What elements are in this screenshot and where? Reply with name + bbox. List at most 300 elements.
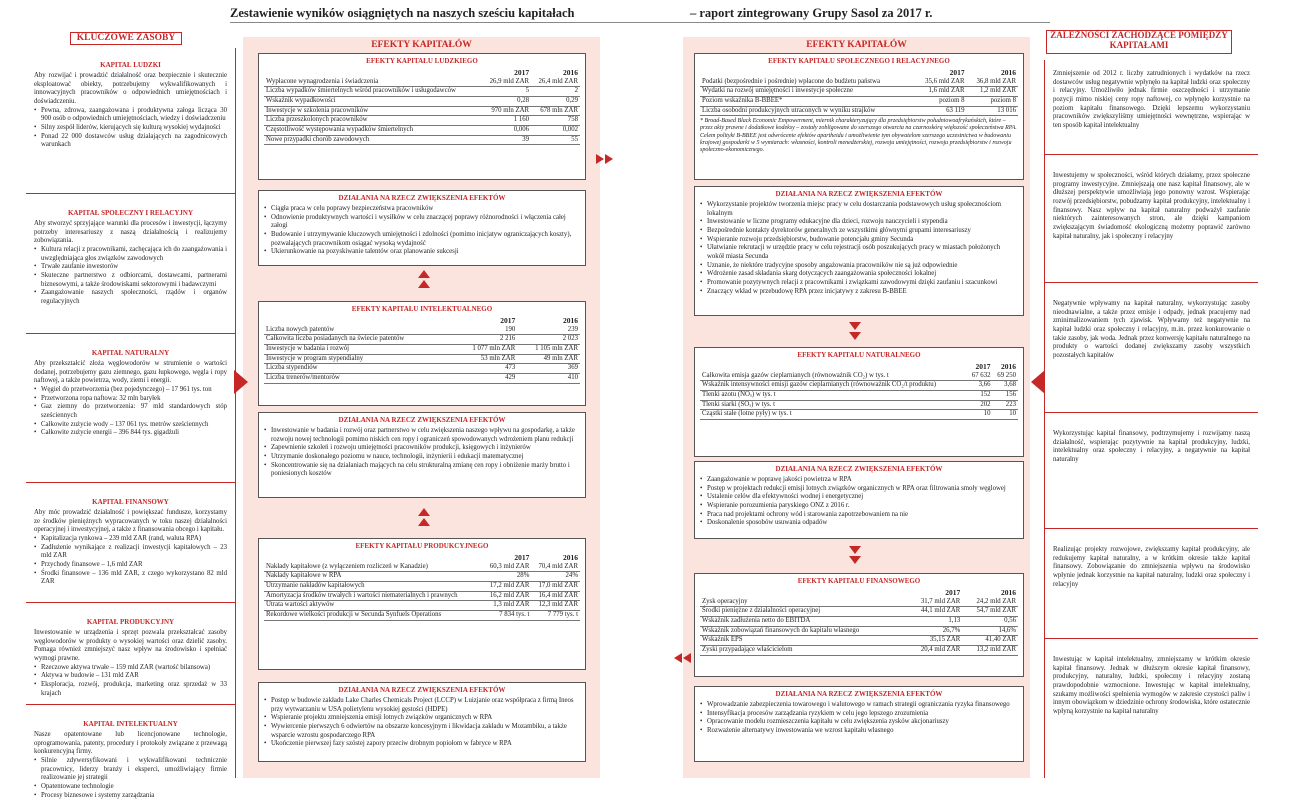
effects-row	[264, 78, 580, 87]
effects-value-2017: 39	[482, 135, 531, 145]
resource-bullet-list	[34, 386, 227, 438]
interdependency-text: Negatywnie wpływamy na kapitał naturalny, wykorzystując zasoby nieodnawialne, a także przez emisje i odpady, jednak pracujemy nad zminimalizowaniem tych zjawisk. Wpływamy też negatywnie na kapitał ludzki oraz społeczny i relacyjny, m.in. przez konkurowanie o takie zasoby, jak woda. Jednak przez konwersję kapitału naturalnego na produkty o wartości dodanej zwiększamy zasoby wszystkich pozostałych kapitałów	[1053, 300, 1250, 360]
effects-row	[264, 116, 580, 126]
actions-title: DZIAŁANIA NA RZECZ ZWIĘKSZENIA EFEKTÓW	[775, 690, 943, 698]
resource-bullet: • Zaangażowanie naszych społeczności, rządów i organów regulacyjnych	[34, 289, 227, 306]
effects-value-2016: 7 779 tys. t	[531, 610, 580, 620]
arrow-down-icon	[849, 332, 861, 340]
action-item: • Utrzymanie doskonałego poziomu w nauce, technologii, inżynierii i edukacji matematycznej	[264, 453, 580, 462]
interdependency-text: Wykorzystując kapitał finansowy, podtrzymujemy i rozwijamy naszą działalność, wspierając pozytywnie na kapitał produkcyjny, ludzki, intelektualny oraz społeczny i relacyjny, a negatywnie na kapitał naturalny	[1053, 430, 1250, 464]
resource-bullet: • Środki finansowe – 136 mld ZAR, z czego wykorzystano 82 mld ZAR	[34, 570, 227, 587]
effects-value-2016: 2	[531, 87, 580, 97]
effects-value-2016: 369	[517, 364, 580, 374]
effects-footnote: * Broad-Based Black Economic Empowerment, miernik charakteryzujący dla przedsiębiorstw południowoafrykańskich, które – przez akty prawne i dodatkowe kodeksy – zostały zobligowane do szerszego otwarcia na czarnoskórą większość społeczeństwa RPA. Celem polityki B-BBEE jest odwrócenie efektów apartheidu i umożliwienie tym obywatelom szerszego uczestnictwa w budowaniu krajowej gospodarki w 5 wymiarach: własności, kontroli menedżerskiej, rozwoju umiejętności, rozwoju przedsiębiorstw i rozwoju społeczno-ekonomicznego.	[700, 118, 1017, 154]
effects-row-label: Utrata wartości aktywów	[264, 601, 483, 611]
effects-value-2016: 24%	[531, 572, 580, 582]
effects-value-2017: 31,7 mld ZAR	[907, 598, 963, 607]
effects-value-2016: 156	[993, 390, 1018, 400]
resource-bullet-list	[34, 246, 227, 307]
effects-value-2016: 36,8 mld ZAR	[967, 78, 1018, 87]
effects-row	[700, 106, 1018, 116]
resource-bullet: • Silny zespół liderów, kierujących się kulturą wysokiej wydajności	[34, 124, 227, 133]
resource-section-title: KAPITAŁ INTELEKTUALNY	[83, 720, 178, 728]
resource-section-title: KAPITAŁ FINANSOWY	[92, 498, 169, 506]
effects-value-2016: 13 016	[967, 106, 1018, 116]
effects-value-2017: 20,4 mld ZAR	[907, 645, 963, 655]
effects-value-2017: poziom 8	[915, 96, 966, 106]
interdependencies-column	[1044, 60, 1258, 778]
effects-value-2017: 17,2 mld ZAR	[483, 581, 532, 591]
natural-capital-effects-box	[694, 347, 1024, 457]
action-item: • Budowanie i utrzymywanie kluczowych umiejętności i zdolności (pomimo inicjatyw ograniczających koszty), pozwalających pracownikom osiągać wysoką wydajność	[264, 231, 580, 248]
effects-value-2017: 970 mln ZAR	[482, 106, 531, 116]
effects-value-2017: 63 119	[915, 106, 966, 116]
resource-section-text: Nasze opatentowane lub licencjonowane technologie, oprogramowania, patenty, procedury i protokoły związane z przewagą konkurencyjną firmy.	[34, 730, 227, 756]
effects-row	[264, 96, 580, 106]
resource-bullet: • Aktywa w budowie – 131 mld ZAR	[34, 672, 227, 681]
header-title-right: – raport zintegrowany Grupy Sasol za 2017 r.	[690, 6, 933, 20]
effects-value-2016: 410	[517, 373, 580, 383]
effects-row-label: Wydatki na rozwój umiejętności i inwestycje społeczne	[700, 87, 915, 97]
actions-list	[700, 201, 1018, 297]
effects-value-2016: 70,4 mld ZAR	[531, 563, 580, 572]
arrow-down-icon	[849, 546, 861, 554]
effects-row-label: Poziom wskaźnika B-BBEE*	[700, 96, 915, 106]
effects-value-2017: 35,15 ZAR	[907, 636, 963, 646]
resource-bullet: • Opatentowane technologie	[34, 783, 227, 792]
natural-capital-actions-box	[694, 461, 1024, 539]
productive-capital-actions-box	[258, 682, 586, 762]
effects-row	[264, 364, 580, 374]
actions-title: DZIAŁANIA NA RZECZ ZWIĘKSZENIA EFEKTÓW	[338, 686, 506, 694]
effects-row-label: Inwestycje w szkolenia pracowników	[264, 106, 482, 116]
effects-value-2017: 0,006	[482, 125, 531, 135]
header-rule	[230, 22, 1050, 23]
left-panel-title: EFEKTY KAPITAŁÓW	[371, 40, 472, 50]
effects-row-label: Wskaźnik wypadkowości	[264, 96, 482, 106]
resource-bullet-list	[34, 757, 227, 800]
effects-row	[264, 610, 580, 620]
effects-header-blank	[700, 588, 907, 598]
effects-value-2017: 1,6 mld ZAR	[915, 87, 966, 97]
effects-row-label: Nakłady kapitałowe (z wyłączeniem rozliczeń w Kanadzie)	[264, 563, 483, 572]
intellectual-capital-actions-box	[258, 412, 586, 498]
effects-header-year: 2016	[563, 315, 578, 325]
effects-row	[264, 373, 580, 383]
arrow-down-icon	[849, 322, 861, 330]
effects-header-blank	[700, 362, 967, 372]
resource-bullet: • Ponad 22 000 dostawców usług działających na zagodnicowych warunkach	[34, 133, 227, 150]
resource-bullet: • Procesy biznesowe i systemy zarządzania	[34, 792, 227, 801]
effects-value-2017: 0,28	[482, 96, 531, 106]
effects-header-year: 2017	[945, 587, 961, 597]
effects-row-label: Liczba przeszkolonych pracowników	[264, 116, 482, 126]
action-item: • Zaangażowanie w poprawę jakości powietrza w RPA	[700, 476, 1018, 485]
social-capital-effects-box	[694, 53, 1024, 180]
actions-list	[264, 697, 580, 749]
action-item: • Wywiercenie pierwszych 6 odwiertów na obszarze koncesyjnym i likwidacja zakładu w Mozambiku, a także wsparcie wzrostu gospodarczego RPA	[264, 723, 580, 740]
action-item: • Postęp w budowie zakładu Lake Charles Chemicals Project (LCCP) w Luizjanie oraz współpraca z firmą Ineos przy wytwarzaniu w USA polietylenu wysokiej gęstości (HDPE)	[264, 697, 580, 714]
effects-row-label: Zysk operacyjny	[700, 598, 907, 607]
actions-title: DZIAŁANIA NA RZECZ ZWIĘKSZENIA EFEKTÓW	[338, 416, 506, 424]
effects-row-label: Całkowita emisja gazów cieplarnianych (równoważnik CO₂) w tys. t	[700, 372, 967, 381]
resource-bullet: • Przetworzona ropa naftowa: 32 mln baryłek	[34, 395, 227, 404]
section-divider	[26, 482, 235, 483]
arrow-left-icon	[683, 653, 691, 663]
effects-row	[700, 636, 1018, 646]
effects-value-2016: 69 250	[993, 372, 1018, 381]
action-item: • Uznanie, że niektóre tradycyjne sposoby angażowania pracowników nie są już odpowiednie	[700, 262, 1018, 271]
effects-header-year: 2017	[975, 361, 991, 371]
resource-bullet: • Skuteczne partnerstwo z odbiorcami, dostawcami, partnerami biznesowymi, a także środowiskami sektorowymi i badawczymi	[34, 272, 227, 289]
effects-row	[264, 135, 580, 145]
action-item: • Ukierunkowanie na pozyskiwanie talentów oraz planowanie sukcesji	[264, 248, 580, 257]
resource-section-title: KAPITAŁ SPOŁECZNY I RELACYJNY	[67, 209, 194, 217]
effects-value-2017: 10	[967, 410, 992, 420]
resource-section-title: KAPITAŁ NATURALNY	[91, 349, 170, 357]
effects-value-2017: 473	[455, 364, 518, 374]
effects-value-2017: 1,13	[907, 616, 963, 626]
action-item: • Promowanie pozytywnych relacji z pracownikami i związkami zawodowymi dzięki zaufaniu i szacunkowi	[700, 279, 1018, 288]
effects-row-label: Liczba wypadków śmiertelnych wśród pracowników i usługodawców	[264, 87, 482, 97]
action-item: • Wykorzystanie projektów tworzenia miejsc pracy w celu dostarczania podstawowych usług społecznościom lokalnym	[700, 201, 1018, 218]
effects-row	[700, 607, 1018, 617]
key-resources-column	[26, 48, 236, 799]
action-item: • Ukończenie pierwszej fazy szóstej zapory przeciw drobnym popiołom w fabryce w RPA	[264, 740, 580, 749]
arrow-right-icon	[605, 154, 613, 164]
effects-row	[700, 400, 1018, 410]
effects-header-year: 2016	[1001, 361, 1016, 371]
action-item: • Inwestowanie w badania i rozwój oraz partnerstwo w celu zwiększenia naszego wpływu na gospodarkę, a także rozwoju nowej technologii pomimo niskich cen ropy i ograniczeń spowodowanych wdrożeniem planu redukcji	[264, 427, 580, 444]
right-section-label: ZALEŻNOŚCI ZACHODZĄCE POMIĘDZY KAPITAŁAMI	[1046, 30, 1232, 54]
effects-value-2016: 678 mln ZAR	[531, 106, 580, 116]
effects-value-2017: 2 216	[455, 335, 518, 345]
section-divider	[26, 333, 235, 334]
human-capital-actions-box	[258, 190, 586, 266]
actions-list	[700, 701, 1018, 736]
effects-value-2016: 17,0 mld ZAR	[531, 581, 580, 591]
effects-row-label: Całkowita liczba posiadanych na świecie patentów	[264, 335, 455, 345]
effects-value-2016: 54,7 mld ZAR	[962, 607, 1018, 617]
effects-row-label: Tlenki azotu (NOₓ) w tys. t	[700, 390, 967, 400]
effects-value-2017: 60,3 mld ZAR	[483, 563, 532, 572]
effects-row-label: Utrzymanie nakładów kapitałowych	[264, 581, 483, 591]
effects-row	[700, 381, 1018, 391]
effects-row-label: Liczba osobodni produkcyjnych utraconych w wyniku strajków	[700, 106, 915, 116]
arrow-up-icon	[418, 518, 430, 526]
action-item: • Postęp w projektach redukcji emisji lotnych związków organicznych w RPA oraz filtrowania smoły węglowej	[700, 485, 1018, 494]
effects-table	[700, 362, 1018, 420]
interdependency-divider	[1045, 154, 1258, 155]
effects-row-label: Liczba stypendiów	[264, 364, 455, 374]
effects-header-year: 2016	[563, 552, 578, 562]
effects-value-2016: 223	[993, 400, 1018, 410]
resource-section-text: Inwestowanie w urządzenia i sprzęt pozwala przekształcać zasoby węglowodorów w produkty o wysokiej wartości oraz dzielić zasoby. Pomaga również zmniejszyć nasz wpływ na środowisko i spełniać wymogi prawne.	[34, 628, 227, 663]
effects-title: EFEKTY KAPITAŁU FINANSOWEGO	[797, 577, 921, 585]
left-section-label: KLUCZOWE ZASOBY	[70, 32, 182, 45]
effects-row-label: Tlenki siarki (SOₓ) w tys. t	[700, 400, 967, 410]
effects-value-2017: 26,9 mld ZAR	[482, 78, 531, 87]
effects-value-2017: 429	[455, 373, 518, 383]
effects-value-2016: 12,3 mld ZAR	[531, 601, 580, 611]
effects-header-blank	[264, 553, 483, 563]
resource-section-text: Aby przekształcić złoża węglowodorów w strumienie o wartości dodanej, potrzebujemy gazu ziemnego, gazu łupkowego, węgla i ropy naftowej, a także powietrza, wody, ziemi i energii.	[34, 359, 227, 385]
interdependency-text: Inwestując w kapitał intelektualny, zmniejszamy w krótkim okresie kapitał finansowy. Jednak w dłuższym okresie kapitał finansowy, produkcyjny, naturalny, ludzki, społeczny i relacyjny zostaną prawdopodobnie wzmocnione. Inwestując w kapitał intelektualny, szukamy możliwości spełnienia wymogów w zakresie czystości paliw i innym obowiązkom w dziedzinie ochrony środowiska, które ostatecznie wpłyną korzystnie na kapitał naturalny	[1053, 656, 1250, 716]
action-item: • Odnowienie produktywnych wartości i wysiłków w celu znaczącej poprawy różnorodności i włączenia całej załogi	[264, 214, 580, 231]
effects-row	[264, 335, 580, 345]
effects-value-2017: 3,66	[967, 381, 992, 391]
effects-value-2016: poziom 8	[967, 96, 1018, 106]
effects-row-label: Liczba trenerów/mentorów	[264, 373, 455, 383]
actions-list	[700, 476, 1018, 528]
actions-title: DZIAŁANIA NA RZECZ ZWIĘKSZENIA EFEKTÓW	[775, 190, 943, 198]
interdependency-text: Zmniejszenie od 2012 r. liczby zatrudnionych i wydatków na rzecz dostawców usług negatywnie wpłynęło na kapitał ludzki oraz społeczny i relacyjny. Umożliwiło jednak firmie oszczędności i utrzymanie pozycji mimo niskiej ceny ropy naftowej, co wpłynęło korzystnie na poziom kapitału finansowego. Dzięki lepszemu wykorzystaniu pracowników zwiększyliśmy umiejętności wewnętrzne, wspierając w ten sposób kapitał intelektualny	[1053, 70, 1250, 130]
arrow-left-icon	[674, 653, 682, 663]
effects-header-year: 2017	[949, 67, 965, 77]
action-item: • Rozważenie alternatywy inwestowania we wzrost kapitału własnego	[700, 727, 1018, 736]
effects-row-label: Wskaźnik EPS	[700, 636, 907, 646]
action-item: • Inwestowanie w liczne programy edukacyjne dla dzieci, rozwoju nauczycieli i stypendia	[700, 218, 1018, 227]
resource-section	[26, 58, 235, 152]
action-item: • Wspieranie porozumienia paryskiego ONZ z 2016 r.	[700, 502, 1018, 511]
effects-row-label: Inwestycje w badania i rozwój	[264, 344, 455, 354]
resource-section-title: KAPITAŁ LUDZKI	[100, 61, 161, 69]
effects-value-2017: 16,2 mld ZAR	[483, 591, 532, 601]
effects-value-2016: 26,4 mld ZAR	[531, 78, 580, 87]
resource-section-text: Aby móc prowadzić działalność i powiększać fundusze, korzystamy ze środków pieniężnych wypracowanych w toku naszej działalności operacyjnej i inwestycyjnej, a także z finansowania obcego i kapitału.	[34, 508, 227, 534]
action-item: • Wspieranie rozwoju przedsiębiorstw, budowanie potencjału gminy Secunda	[700, 236, 1018, 245]
effects-value-2016: 24,2 mld ZAR	[962, 598, 1018, 607]
effects-row	[700, 616, 1018, 626]
effects-row	[700, 390, 1018, 400]
effects-row-label: Wypłacone wynagrodzenia i świadczenia	[264, 78, 482, 87]
resource-bullet: • Kapitalizacja rynkowa – 239 mld ZAR (rand, waluta RPA)	[34, 535, 227, 544]
effects-header-year: 2017	[500, 315, 516, 325]
resource-bullet: • Węgiel do przetworzenia (bez pojedynczego) – 17 961 tys. ton	[34, 386, 227, 395]
effects-table	[264, 316, 580, 384]
action-item: • Skoncentrowanie się na działaniach mających na celu strukturalną zmianę cen ropy i obniżenie marży brutto i poniesionych kosztów	[264, 462, 580, 479]
effects-row	[264, 563, 580, 572]
effects-header-blank	[264, 316, 455, 326]
effects-value-2016: 239	[517, 326, 580, 335]
effects-row-label: Wskaźnik zadłużenia netto do EBITDA	[700, 616, 907, 626]
effects-table	[700, 68, 1018, 116]
actions-list	[264, 427, 580, 479]
action-item: • Bezpośrednie kontakty dyrektorów generalnych ze wszystkimi głównymi grupami interesariuszy	[700, 227, 1018, 236]
arrow-up-icon	[418, 280, 430, 288]
section-divider	[26, 193, 235, 194]
effects-value-2016: 0,29	[531, 96, 580, 106]
effects-row-label: Środki pieniężne z działalności operacyjnej	[700, 607, 907, 617]
effects-row	[264, 591, 580, 601]
resource-bullet: • Całkowite zużycie wody – 137 061 tys. metrów sześciennych	[34, 421, 227, 430]
effects-value-2017: 1 160	[482, 116, 531, 126]
arrow-up-icon	[418, 270, 430, 278]
action-item: • Ciągła praca w celu poprawy bezpieczeństwa pracowników	[264, 205, 580, 214]
effects-row-label: Wskaźnik intensywności emisji gazów cieplarnianych (równoważnik CO₂/t produktu)	[700, 381, 967, 391]
effects-row	[264, 106, 580, 116]
effects-value-2016: 13,2 mld ZAR	[962, 645, 1018, 655]
resource-section-text: Aby rozwijać i prowadzić działalność oraz bezpiecznie i skutecznie eksploatować obiekty, potrzebujemy wykwalifikowanych i innowacyjnych pracowników o odpowiednich umiejętnościach i doświadczeniu.	[34, 71, 227, 106]
resource-bullet: • Zadłużenie wynikające z realizacji inwestycji kapitałowych – 23 mld ZAR	[34, 544, 227, 561]
effects-value-2017: 190	[455, 326, 518, 335]
effects-row	[700, 410, 1018, 420]
resource-bullet-list	[34, 107, 227, 150]
effects-row	[264, 326, 580, 335]
effects-value-2016: 2 023	[517, 335, 580, 345]
effects-row-label: Wskaźnik zobowiązań finansowych do kapitału własnego	[700, 626, 907, 636]
effects-row	[700, 78, 1018, 87]
effects-value-2016: 1 105 mln ZAR	[517, 344, 580, 354]
effects-title: EFEKTY KAPITAŁU PRODUKCYJNEGO	[355, 542, 489, 550]
action-item: • Wprowadzanie zabezpieczenia towarowego i walutowego w ramach strategii ograniczania ryzyka finansowego	[700, 701, 1018, 710]
resource-section	[26, 615, 235, 700]
effects-value-2017: 152	[967, 390, 992, 400]
effects-value-2017: 1,3 mld ZAR	[483, 601, 532, 611]
effects-value-2016: 3,68	[993, 381, 1018, 391]
actions-title: DZIAŁANIA NA RZECZ ZWIĘKSZENIA EFEKTÓW	[338, 194, 506, 202]
interdependency-text: Inwestujemy w społeczności, wśród których działamy, przez społeczne programy inwestycyjne. Zmniejszają one nasz kapitał finansowy, ale w dłuższej perspektywie umożliwiają jego ponowny wzrost. Wspierając rozwój przedsiębiorstw, pobudzamy kapitał produkcyjny, intelektualny i finansowy. Nasz wpływ na kapitał naturalny podważył zaufanie niektórych zainteresowanych stron, ale dzięki kampaniom zwiększającym świadomość ekologiczną możemy poprawić zarówno kapitał naturalny, jak i społeczny i relacyjny	[1053, 172, 1250, 240]
effects-value-2016: 0,002	[531, 125, 580, 135]
human-capital-effects-box	[258, 53, 586, 180]
action-item: • Opracowanie modelu rozmieszczenia kapitału w celu zwiększenia zysków akcjonariuszy	[700, 718, 1018, 727]
effects-value-2016: 16,4 mld ZAR	[531, 591, 580, 601]
effects-value-2016: 14,6%	[962, 626, 1018, 636]
effects-row	[700, 598, 1018, 607]
resource-section	[26, 495, 235, 589]
effects-value-2017: 44,1 mld ZAR	[907, 607, 963, 617]
resource-section	[26, 717, 235, 802]
effects-row	[264, 87, 580, 97]
effects-row-label: Liczba nowych patentów	[264, 326, 455, 335]
effects-value-2017: 67 632	[967, 372, 992, 381]
effects-row-label: Rekordowe wielkości produkcji w Secunda Synfuels Operations	[264, 610, 483, 620]
effects-value-2016: 758	[531, 116, 580, 126]
resource-bullet: • Rzeczowe aktywa trwałe – 159 mld ZAR (wartość bilansowa)	[34, 664, 227, 673]
effects-row	[264, 354, 580, 364]
action-item: • Intensyfikacja procesów zarządzania ryzykiem w celu jego lepszego zrozumienia	[700, 710, 1018, 719]
effects-row	[700, 87, 1018, 97]
resource-bullet-list	[34, 535, 227, 587]
resource-bullet: • Eksploracja, rozwój, produkcja, marketing oraz sprzedaż w 33 krajach	[34, 681, 227, 698]
financial-capital-actions-box	[694, 686, 1024, 762]
action-item: • Ustalenie celów dla efektywności wodnej i energetycznej	[700, 493, 1018, 502]
effects-value-2016: 0,56	[962, 616, 1018, 626]
effects-row	[264, 581, 580, 591]
financial-capital-effects-box	[694, 573, 1024, 677]
effects-value-2017: 7 834 tys. t	[483, 610, 532, 620]
effects-title: EFEKTY KAPITAŁU NATURALNEGO	[797, 351, 921, 359]
arrow-up-icon	[418, 508, 430, 516]
effects-value-2017: 28%	[483, 572, 532, 582]
productive-capital-effects-box	[258, 538, 586, 670]
arrow-left-icon	[1031, 370, 1045, 394]
actions-title: DZIAŁANIA NA RZECZ ZWIĘKSZENIA EFEKTÓW	[775, 465, 943, 473]
resource-bullet-list	[34, 664, 227, 699]
effects-value-2017: 1 077 mln ZAR	[455, 344, 518, 354]
effects-row-label: Inwestycje w program stypendialny	[264, 354, 455, 364]
effects-header-year: 2016	[1001, 67, 1016, 77]
arrow-down-icon	[849, 556, 861, 564]
arrow-right-icon	[234, 370, 248, 394]
effects-value-2016: 55	[531, 135, 580, 145]
action-item: • Zapewnienie szkoleń i rozwoju umiejętności pracowników produkcji, księgowych i inżynierów	[264, 444, 580, 453]
resource-section-text: Aby stworzyć sprzyjające warunki dla procesów i inwestycji, łączymy potrzeby interesariuszy z naszą działalnością i realizujemy zobowiązania.	[34, 219, 227, 245]
effects-value-2017: 26,7%	[907, 626, 963, 636]
effects-row	[264, 344, 580, 354]
interdependency-divider	[1045, 528, 1258, 529]
resource-bullet: • Gaz ziemny do przetworzenia: 97 mld standardowych stóp sześciennych	[34, 403, 227, 420]
arrow-right-icon	[596, 154, 604, 164]
effects-table	[264, 553, 580, 621]
effects-row-label: Nakłady kapitałowe w RPA	[264, 572, 483, 582]
effects-row-label: Amortyzacja środków trwałych i wartości niematerialnych i prawnych	[264, 591, 483, 601]
effects-value-2017: 35,6 mld ZAR	[915, 78, 966, 87]
effects-value-2016: 49 mln ZAR	[517, 354, 580, 364]
effects-value-2017: 53 mln ZAR	[455, 354, 518, 364]
resource-bullet: • Trwałe zaufanie inwestorów	[34, 263, 227, 272]
right-panel-title: EFEKTY KAPITAŁÓW	[806, 40, 907, 50]
effects-header-year: 2016	[1001, 587, 1016, 597]
resource-bullet: • Pewna, zdrowa, zaangażowana i produktywna załoga licząca 30 900 osób o odpowiednich umiejętnościach, wiedzy i doświadczeniu	[34, 107, 227, 124]
effects-value-2017: 202	[967, 400, 992, 410]
resource-section	[26, 346, 235, 440]
interdependency-divider	[1045, 282, 1258, 283]
effects-header-year: 2017	[514, 67, 530, 77]
action-item: • Praca nad projektami ochrony wód i starowania zapotrzebowaniem na nie	[700, 511, 1018, 520]
effects-row-label: Cząstki stałe (lotne pyły) w tys. t	[700, 410, 967, 420]
action-item: • Znaczący wkład w przebudowę RPA przez inicjatywy z zakresu B-BBEE	[700, 288, 1018, 297]
effects-header-blank	[264, 68, 482, 78]
resource-section-title: KAPITAŁ PRODUKCYJNY	[86, 618, 175, 626]
effects-row-label: Podatki (bezpośrednie i pośrednie) wpłacone do budżetu państwa	[700, 78, 915, 87]
section-divider	[26, 602, 235, 603]
interdependency-text: Realizując projekty rozwojowe, zwiększamy kapitał produkcyjny, ale redukujemy kapitał naturalny, a w krótkim okresie także kapitał finansowy. Zobowiązanie do zmniejszenia wpływu na środowisko wpłynie jednak korzystnie na kapitał naturalny, ludzki oraz społeczny i relacyjny	[1053, 546, 1250, 588]
action-item: • Wdrożenie zasad składania skarg dotyczących zaangażowania społeczności lokalnej	[700, 270, 1018, 279]
effects-value-2016: 41,40 ZAR	[962, 636, 1018, 646]
effects-row	[264, 601, 580, 611]
effects-row	[700, 645, 1018, 655]
effects-row	[264, 572, 580, 582]
resource-bullet: • Przychody finansowe – 1,6 mld ZAR	[34, 561, 227, 570]
effects-value-2016: 10	[993, 410, 1018, 420]
resource-bullet: • Całkowite zużycie energii – 396 844 tys. gigadżuli	[34, 429, 227, 438]
intellectual-capital-effects-box	[258, 301, 586, 406]
effects-row	[264, 125, 580, 135]
effects-row	[700, 372, 1018, 381]
effects-row	[700, 96, 1018, 106]
interdependency-divider	[1045, 412, 1258, 413]
effects-table	[264, 68, 580, 145]
effects-title: EFEKTY KAPITAŁU LUDZKIEGO	[366, 57, 478, 65]
effects-row-label: Nowe przypadki chorób zawodowych	[264, 135, 482, 145]
section-divider	[26, 704, 235, 705]
resource-bullet: • Silnie zdywersyfikowani i wykwalifikowani technicznie pracownicy, liderzy branży i eksperci, umożliwiający firmie realizowanie jej strategii	[34, 757, 227, 783]
effects-row-label: Częstotliwość występowania wypadków śmiertelnych	[264, 125, 482, 135]
effects-header-year: 2016	[563, 67, 578, 77]
effects-header-blank	[700, 68, 915, 78]
effects-row	[700, 626, 1018, 636]
effects-table	[700, 588, 1018, 656]
interdependency-divider	[1045, 638, 1258, 639]
actions-list	[264, 205, 580, 257]
action-item: • Doskonalenie sposobów usuwania odpadów	[700, 519, 1018, 528]
social-capital-actions-box	[694, 186, 1024, 316]
effects-header-year: 2017	[514, 552, 530, 562]
effects-title: EFEKTY KAPITAŁU SPOŁECZNEGO I RELACYJNEGO	[768, 57, 950, 65]
effects-value-2016: 1,2 mld ZAR	[967, 87, 1018, 97]
effects-value-2017: 5	[482, 87, 531, 97]
